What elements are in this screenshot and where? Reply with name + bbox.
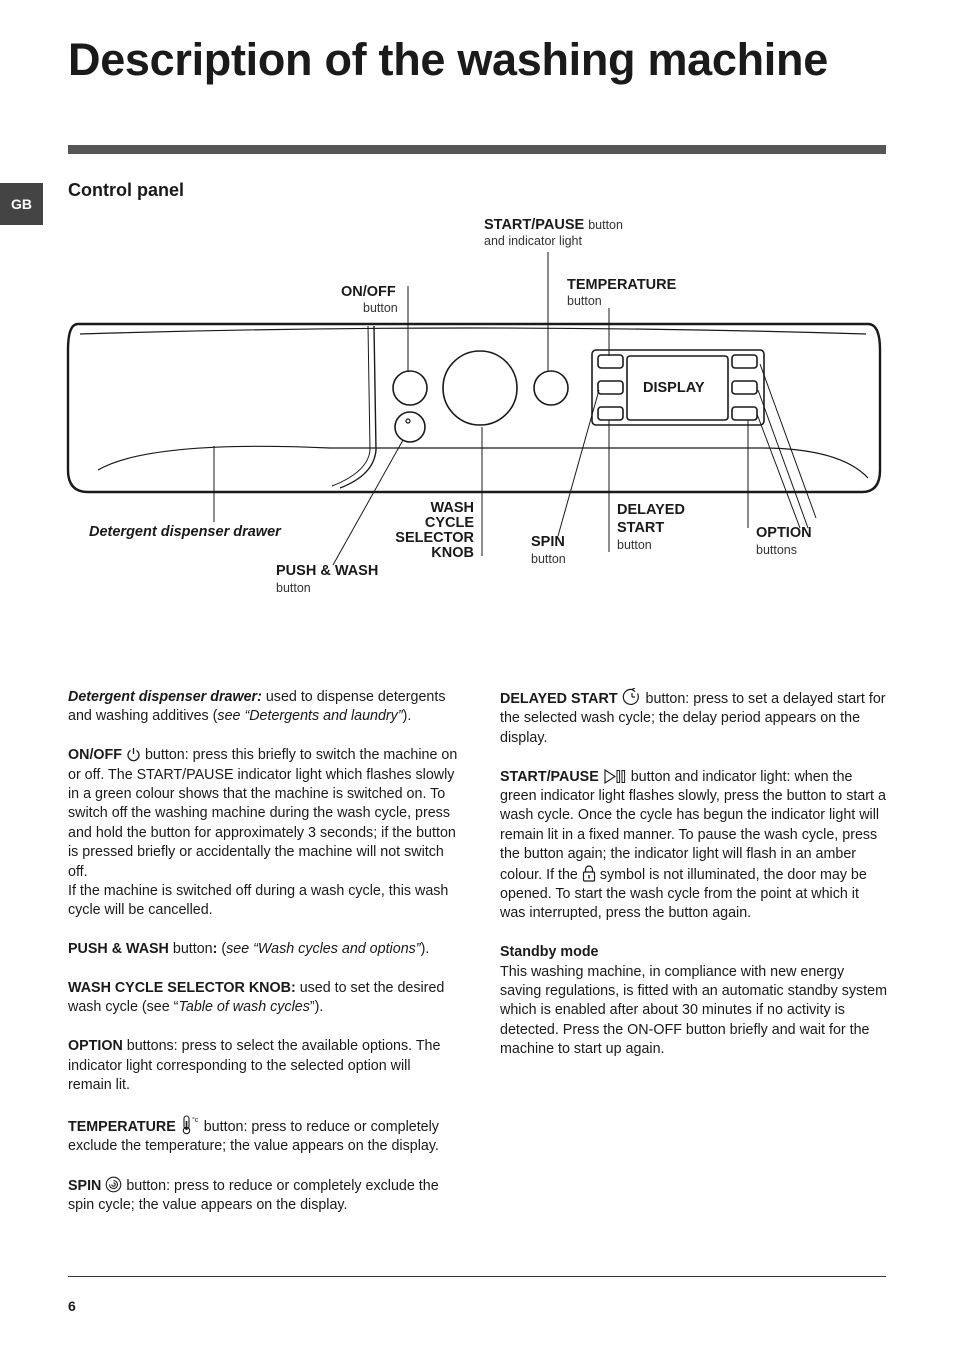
display-label: DISPLAY — [643, 380, 705, 396]
push-wash-description: PUSH & WASH button: (see “Wash cycles and options”). — [68, 941, 430, 958]
option-sublabel: buttons — [756, 543, 798, 557]
delayed-start-label-1: DELAYED — [617, 502, 685, 518]
drawer-description: Detergent dispenser drawer: used to dispense detergents and washing additives (see “Detergents and laundry”). — [68, 689, 446, 725]
start-pause-description: START/PAUSE button and indicator light: when the green indicator light flashes slowly, press the button to start a wash cycle. Once the cycle has begun the indicator light will remain lit in a fixed manner. To pause the wash cycle, press the button again; the indicator light will flash in an amber colour. If the symbol is not illuminated, the door may be opened. To start the wash cycle from the point at which it was interrupted, press the button again. — [500, 768, 886, 922]
page-number: 6 — [68, 1298, 76, 1314]
play-pause-icon — [603, 769, 627, 784]
temperature-label: TEMPERATURE — [567, 277, 677, 293]
on-off-sublabel: button — [363, 301, 398, 315]
push-wash-button — [395, 412, 425, 442]
option-label: OPTION — [756, 525, 812, 541]
footer-divider — [68, 1276, 886, 1277]
spin-sublabel: button — [531, 552, 566, 566]
option-description: OPTION buttons: press to select the available options. The indicator light corresponding to the selected option will remain lit. — [68, 1038, 441, 1094]
push-wash-label: PUSH & WASH — [276, 563, 379, 579]
clock-icon — [622, 688, 642, 706]
standby-description: Standby mode This washing machine, in compliance with new energy saving regulations, is fitted with an automatic standby system which is enabled after about 30 minutes if no activity is detected. Press the ON-OFF button briefly and wait for the machine to start up again. — [500, 944, 888, 1058]
svg-text:°c: °c — [191, 1116, 199, 1124]
start-pause-label: START/PAUSE button — [484, 217, 623, 233]
temperature-description: TEMPERATURE °c button: press to reduce or completely exclude the temperature; the value appears on the display. — [68, 1116, 439, 1155]
start-pause-sublabel: and indicator light — [484, 234, 582, 248]
spin-icon — [105, 1176, 122, 1193]
thermometer-icon — [180, 1115, 200, 1135]
wash-cycle-knob — [443, 351, 517, 425]
on-off-button — [393, 371, 427, 405]
left-column — [68, 688, 458, 1235]
page-title: Description of the washing machine — [68, 34, 828, 85]
delayed-start-label-2: START — [617, 520, 665, 536]
start-pause-button — [534, 371, 568, 405]
spin-label: SPIN — [531, 534, 565, 550]
lock-icon — [582, 865, 596, 882]
delayed-start-description: DELAYED START button: press to set a delayed start for the selected wash cycle; the delay period appears on the display. — [500, 688, 888, 748]
control-panel-diagram — [0, 0, 954, 640]
language-tab: GB — [0, 183, 43, 225]
temperature-sublabel: button — [567, 294, 602, 308]
right-column — [500, 688, 888, 1060]
drawer-label: Detergent dispenser drawer — [89, 524, 281, 540]
on-off-description: ON/OFF button: press this briefly to switch the machine on or off. The START/PAUSE indicator light which flashes slowly in a green colour shows that the machine is switched on. To switch off the washing machine during the wash cycle, press and hold the button for approximately 3 seconds; if the button is pressed briefly or accidentally the machine will not switch off. If the machine is switched off during a wash cycle, this wash cycle will be cancelled. — [68, 747, 458, 919]
section-heading: Control panel — [68, 180, 184, 200]
wash-cycle-label: WASH CYCLE SELECTOR KNOB — [395, 500, 474, 561]
spin-description: SPIN button: press to reduce or completely exclude the spin cycle; the value appears on the display. — [68, 1178, 439, 1214]
power-icon — [126, 747, 141, 762]
push-wash-sublabel: button — [276, 581, 311, 595]
on-off-label: ON/OFF — [341, 284, 396, 300]
knob-description: WASH CYCLE SELECTOR KNOB: used to set the desired wash cycle (see “Table of wash cycles”). — [68, 980, 445, 1016]
delayed-start-sublabel: button — [617, 538, 652, 552]
